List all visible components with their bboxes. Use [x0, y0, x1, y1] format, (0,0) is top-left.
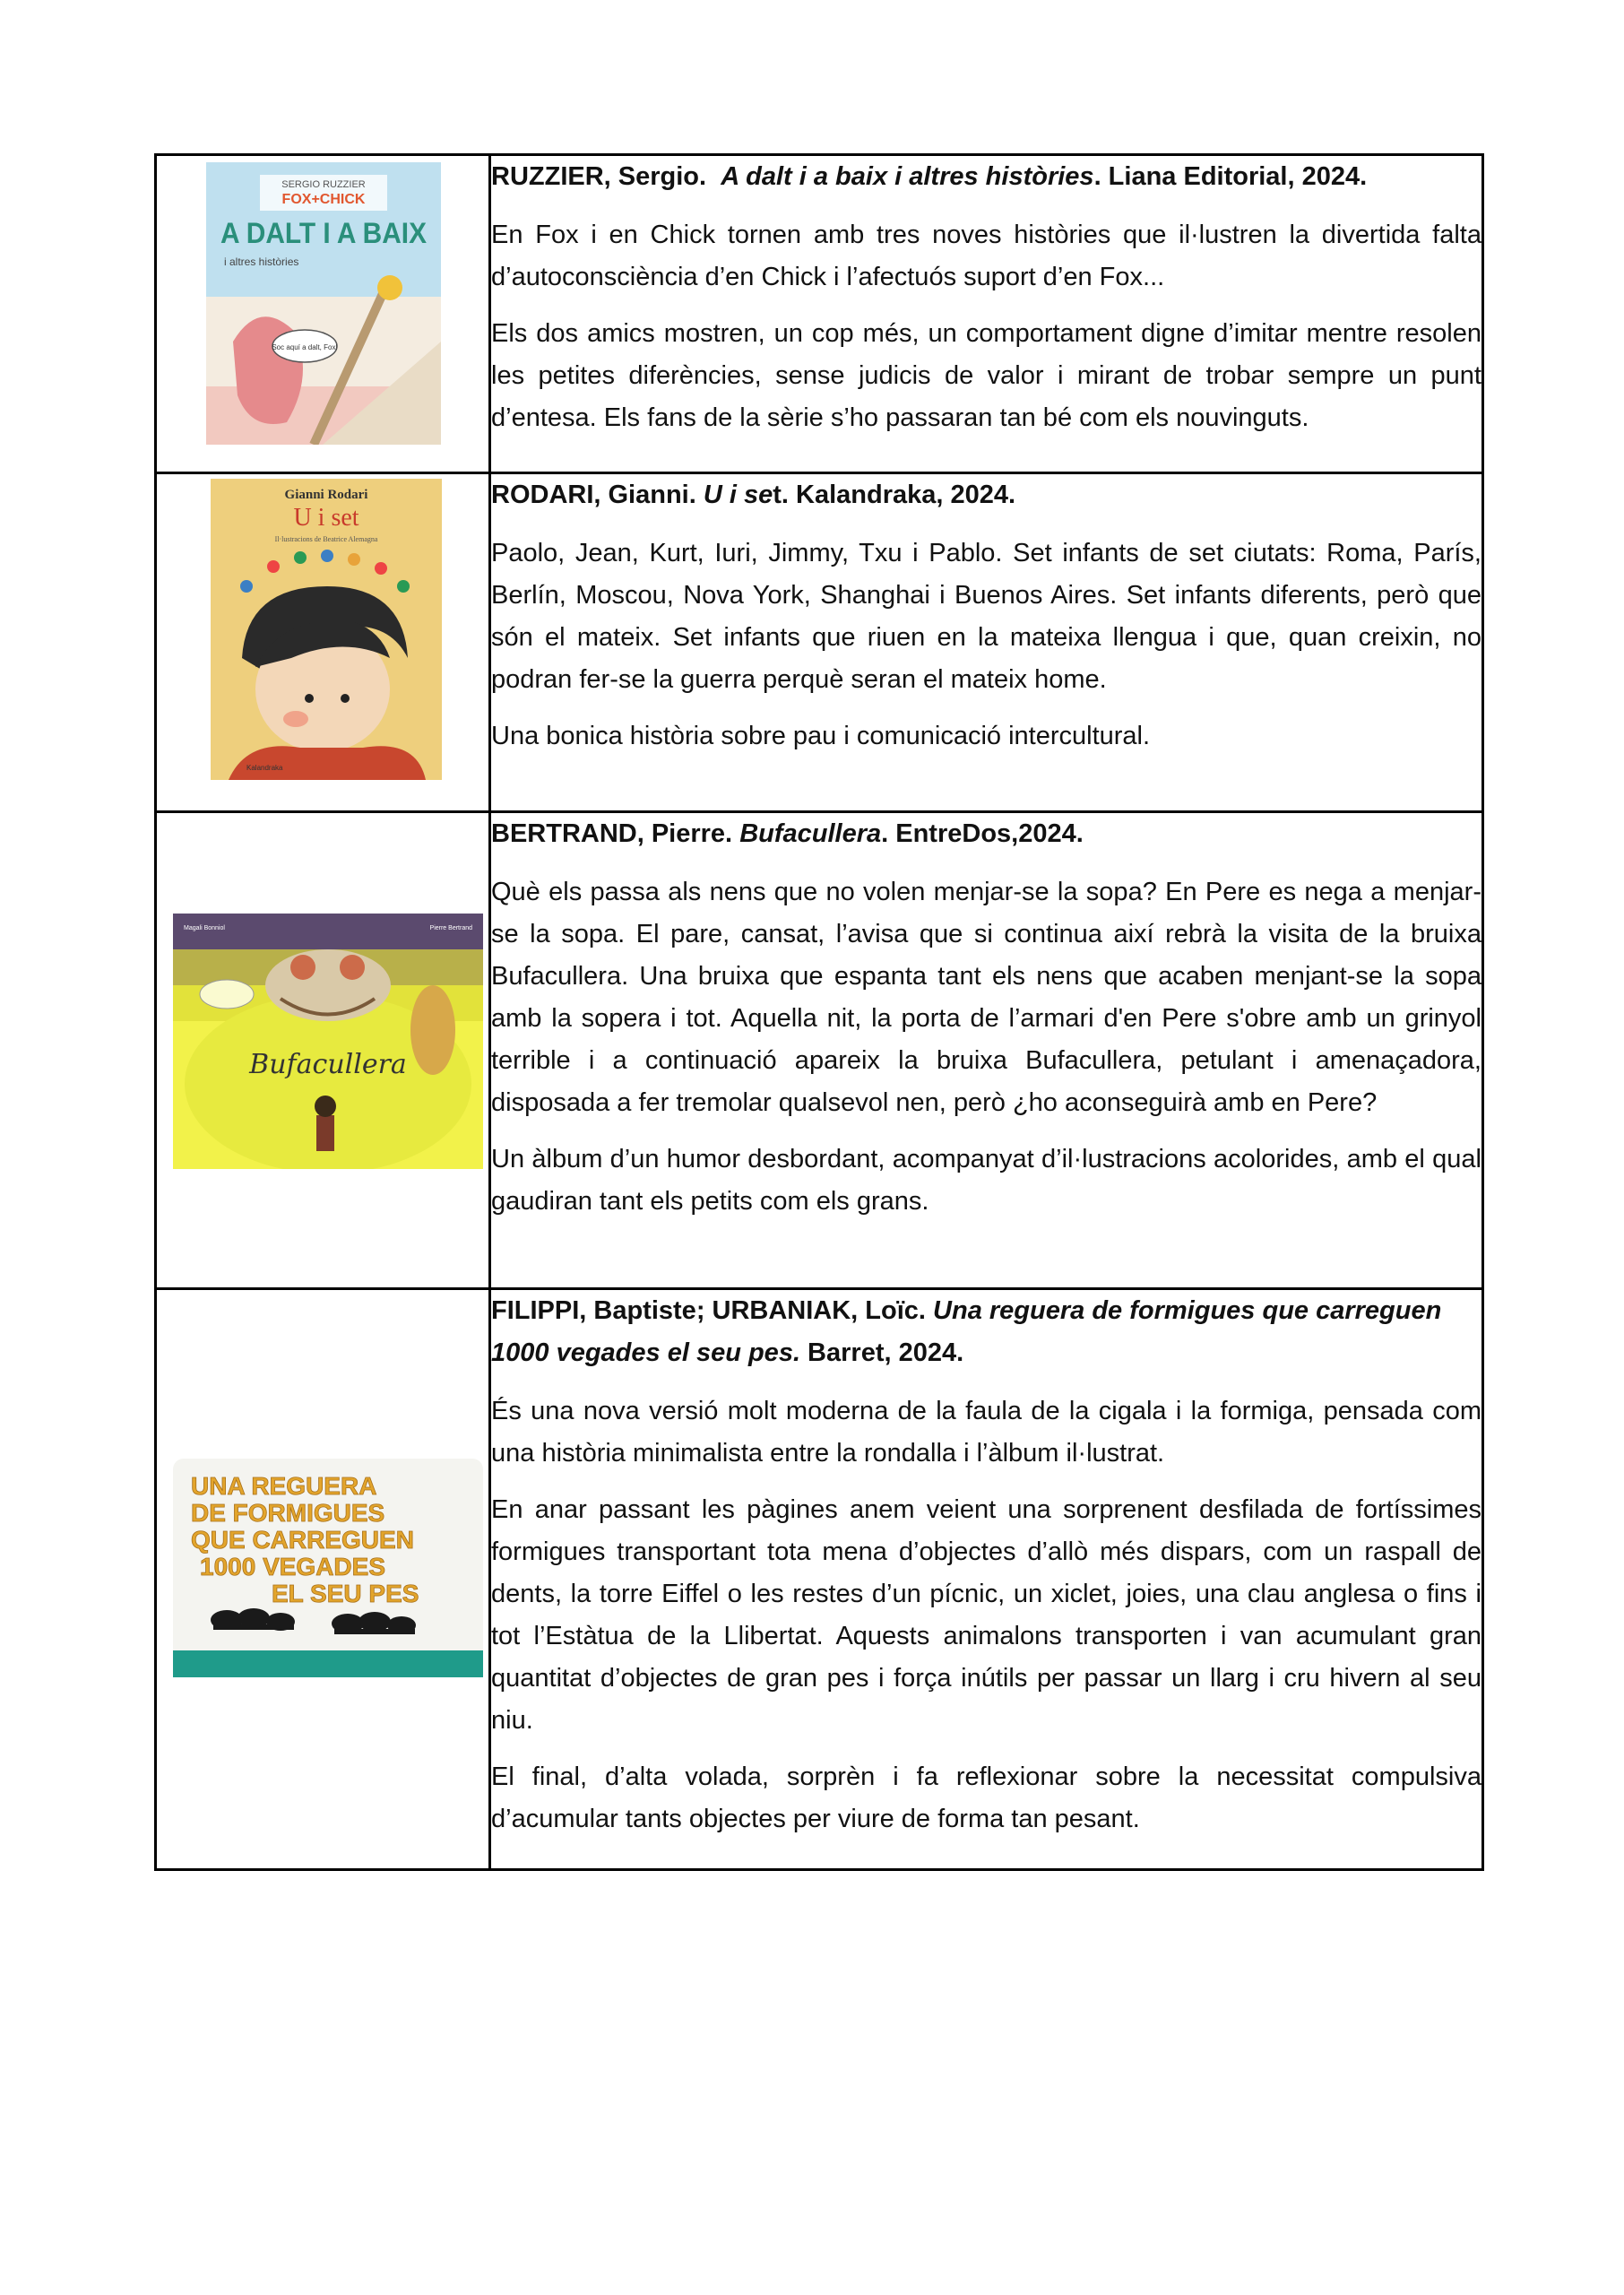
review-entry [491, 1290, 1481, 1840]
review-entry [491, 813, 1481, 1223]
citation-title: U i se [703, 481, 773, 509]
review-cell [490, 1289, 1483, 1870]
cover-subtitle: i altres històries [224, 255, 299, 268]
citation [491, 813, 1481, 855]
citation-publisher: t. Kalandraka, 2024. [773, 481, 1016, 509]
book-row [156, 473, 1483, 812]
book-cover-bufacullera [173, 914, 483, 1169]
review-paragraph: En Fox i en Chick tornen amb tres noves històries que il·lustren la divertida falta d’autoconsciència d’en Chick i l’afectuós suport d’en Fox... [491, 221, 1481, 291]
book-cover-a-dalt-i-a-baix [206, 162, 441, 445]
cover-title-line: 1000 VEGADES [200, 1553, 385, 1581]
citation [491, 474, 1481, 516]
cover-publisher: Kalandraka [246, 764, 283, 772]
book-row [156, 1289, 1483, 1870]
cover-cell [156, 812, 490, 1289]
citation-author: RODARI, Gianni. [491, 481, 696, 509]
citation [491, 156, 1481, 198]
cover-speech-bubble: Soc aquí a dalt, Fox! [272, 343, 338, 351]
review-paragraph: En anar passant les pàgines anem veient una sorprenent desfilada de fortíssimes formigues transportant tota mena d’objectes d’allò més dispars, com un raspall de dents, la torre Eiffel o les restes d’un pícnic, un xiclet, joies, una clau anglesa o fins i tot l’Estàtua de la Llibertat. Aquests animalons transporten i van acumulant gran quantitat d’objectes de gran pes i força inútils per passar un llarg i cru hivern al seu niu. [491, 1495, 1481, 1735]
book-row [156, 812, 1483, 1289]
review-paragraph: És una nova versió molt moderna de la faula de la cigala i la formiga, pensada com una història minimalista entre la rondalla i l’àlbum il·lustrat. [491, 1397, 1481, 1468]
citation-publisher: . EntreDos,2024. [881, 819, 1084, 848]
review-entry [491, 156, 1481, 439]
citation-publisher: . Liana Editorial, 2024. [1093, 162, 1368, 191]
review-cell [490, 812, 1483, 1289]
review-entry [491, 474, 1481, 758]
review-paragraph: Un àlbum d’un humor desbordant, acompanyat d’il·lustracions acolorides, amb el qual gaudiran tant els petits com els grans. [491, 1145, 1481, 1216]
citation [491, 1290, 1481, 1374]
book-row [156, 155, 1483, 473]
book-cover-u-i-set [211, 479, 442, 780]
cover-cell [156, 1289, 490, 1870]
citation-title: Una reguera de formigues que carreguen 1000 vegades el seu pes. [491, 1296, 1442, 1367]
cover-cell [156, 473, 490, 812]
review-cell [490, 155, 1483, 473]
cover-series-author: SERGIO RUZZIER [281, 179, 366, 190]
citation-author: BERTRAND, Pierre. [491, 819, 733, 848]
citation-title: Bufacullera [739, 819, 882, 848]
cover-title-line: UNA REGUERA [191, 1472, 377, 1500]
review-cell [490, 473, 1483, 812]
cover-title-line: QUE CARREGUEN [191, 1526, 414, 1554]
review-paragraph: Una bonica història sobre pau i comunicació intercultural. [491, 722, 1151, 750]
citation-publisher: Barret, 2024. [800, 1338, 964, 1367]
cover-author: Pierre Bertrand [429, 925, 472, 931]
cover-illustrator: Magali Bonniol [184, 925, 225, 931]
cover-title: Bufacullera [249, 1049, 407, 1080]
citation-author: FILIPPI, Baptiste; URBANIAK, Loïc. [491, 1296, 926, 1325]
cover-series: FOX+CHICK [281, 192, 366, 207]
book-review-table [154, 153, 1484, 1871]
book-cover-una-reguera-de-formigues [173, 1459, 483, 1677]
cover-title-line: EL SEU PES [272, 1580, 419, 1607]
review-paragraph: El final, d’alta volada, sorprèn i fa reflexionar sobre la necessitat compulsiva d’acumular tants objectes per viure de forma tan pesant. [491, 1762, 1481, 1833]
cover-title: U i set [293, 504, 359, 532]
citation-author: RUZZIER, Sergio. [491, 162, 707, 191]
review-paragraph: Els dos amics mostren, un cop més, un comportament digne d’imitar mentre resolen les petites diferències, sense judicis de valor i mirant de trobar sempre un punt d’entesa. Els fans de la sèrie s’ho passaran tan bé com els nouvinguts. [491, 319, 1481, 432]
cover-title: A DALT I A BAIX [220, 217, 428, 249]
citation-title: A dalt i a baix i altres històries [721, 162, 1094, 191]
review-paragraph: Què els passa als nens que no volen menjar-se la sopa? En Pere es nega a menjar-se la sopa. El pare, cansat, l’avisa que si continua així rebrà la visita de la bruixa Bufacullera. Una bruixa que espanta tant els nens que acaben menjant-se la sopa amb la sopera i tot. Aquella nit, la porta de l’armari d'en Pere s'obre amb un grinyol terrible i a continuació apareix la bruixa Bufacullera, petulant i amenaçadora, disposada a fer tremolar qualsevol nen, però ¿ho aconseguirà amb en Pere? [491, 878, 1481, 1117]
cover-cell [156, 155, 490, 473]
review-paragraph: Paolo, Jean, Kurt, Iuri, Jimmy, Txu i Pablo. Set infants de set ciutats: Roma, París, Berlín, Moscou, Nova York, Shanghai i Buenos Aires. Set infants diferents, però que són el mateix. Set infants que riuen en la mateixa llengua i que, quan creixin, no podran fer-se la guerra perquè seran el mateix home. [491, 539, 1481, 694]
cover-author: Gianni Rodari [284, 488, 368, 502]
cover-illustrator: Il·lustracions de Beatrice Alemagna [274, 535, 378, 543]
cover-title-line: DE FORMIGUES [191, 1499, 385, 1527]
